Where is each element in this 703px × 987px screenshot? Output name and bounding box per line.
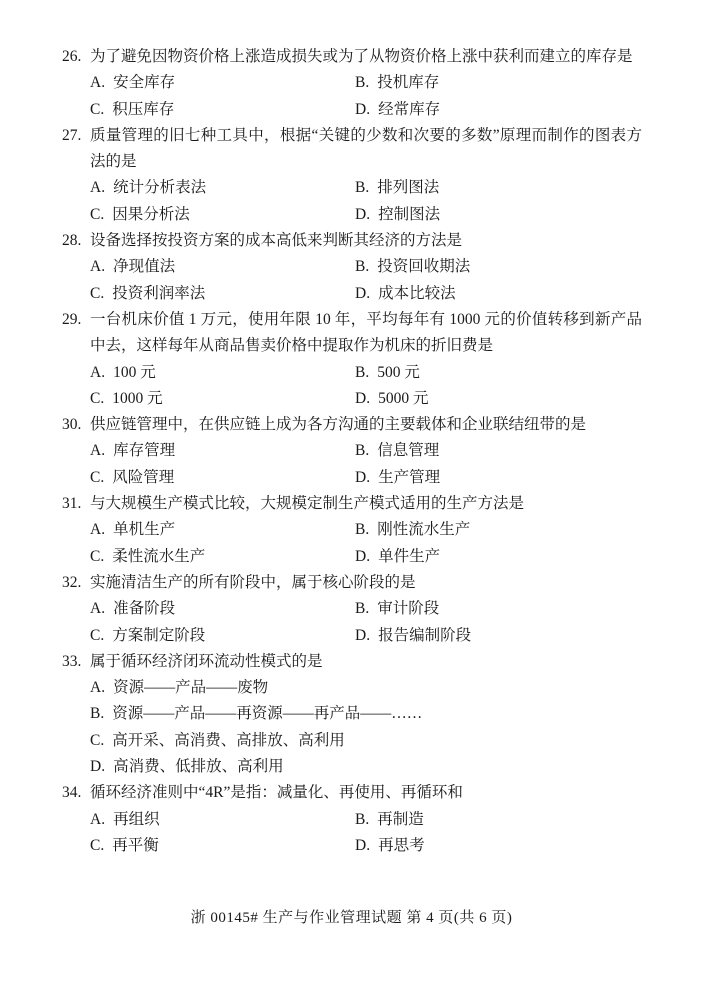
option-d	[355, 202, 642, 228]
options-grid	[90, 254, 642, 307]
option-text: 积压库存	[112, 100, 175, 118]
option-text: 统计分析表法	[113, 179, 207, 197]
question-number: 30.	[62, 416, 82, 434]
option-a	[90, 70, 355, 96]
option-b	[355, 517, 642, 543]
option-c	[90, 544, 355, 570]
option-label: B.	[355, 810, 370, 828]
option-label: B.	[355, 600, 370, 618]
option-c	[90, 833, 355, 859]
question-34	[62, 780, 648, 859]
option-b	[355, 175, 642, 201]
option-label: A.	[90, 258, 106, 276]
option-d	[355, 544, 642, 570]
exam-page-content	[62, 44, 648, 859]
option-text: 单机生产	[113, 521, 176, 539]
option-label: A.	[90, 679, 106, 697]
option-label: D.	[355, 284, 371, 302]
option-text: 库存管理	[113, 442, 176, 460]
options-list	[90, 675, 642, 780]
question-text: 为了避免因物资价格上涨造成损失或为了从物资价格上涨中获利而建立的库存是	[90, 48, 633, 65]
options-grid	[90, 596, 642, 649]
option-label: B.	[355, 74, 370, 92]
option-label: B.	[355, 521, 370, 539]
option-label: C.	[90, 100, 105, 118]
option-text: 因果分析法	[112, 205, 190, 223]
option-d	[355, 97, 642, 123]
option-label: A.	[90, 521, 106, 539]
option-text: 100 元	[113, 363, 156, 381]
question-27	[62, 123, 648, 228]
option-d	[355, 833, 642, 859]
option-b	[355, 254, 642, 280]
option-label: C.	[90, 468, 105, 486]
option-label: D.	[355, 100, 371, 118]
options-grid	[90, 438, 642, 491]
option-text: 500 元	[377, 363, 420, 381]
question-text: 一台机床价值 1 万元，使用年限 10 年，平均每年有 1000 元的价值转移到新产品中去，这样每年从商品售卖价格中提取作为机床的折旧费是	[90, 310, 642, 355]
option-d	[355, 386, 642, 412]
option-text: 报告编制阶段	[378, 626, 472, 644]
option-label: B.	[355, 442, 370, 460]
option-label: D.	[355, 389, 371, 407]
question-text: 设备选择按投资方案的成本高低来判断其经济的方法是	[90, 232, 463, 250]
option-text: 高开采、高消费、高排放、高利用	[112, 731, 345, 749]
question-33	[62, 649, 648, 780]
option-a	[90, 254, 355, 280]
question-30	[62, 412, 648, 491]
option-text: 单件生产	[378, 547, 441, 565]
option-label: B.	[355, 363, 370, 381]
option-label: D.	[90, 758, 106, 776]
option-label: C.	[90, 836, 105, 854]
option-text: 排列图法	[377, 179, 440, 197]
option-label: C.	[90, 731, 105, 749]
option-text: 投资回收期法	[377, 258, 471, 276]
option-b	[355, 596, 642, 622]
question-text: 供应链管理中，在供应链上成为各方沟通的主要载体和企业联结纽带的是	[90, 416, 587, 434]
option-c	[90, 281, 355, 307]
option-c	[90, 202, 355, 228]
option-text: 再组织	[113, 810, 160, 828]
option-text: 准备阶段	[113, 600, 176, 618]
options-grid	[90, 517, 642, 570]
option-label: A.	[90, 600, 106, 618]
option-c	[90, 623, 355, 649]
option-text: 方案制定阶段	[112, 626, 206, 644]
option-label: D.	[355, 626, 371, 644]
option-label: C.	[90, 547, 105, 565]
option-text: 安全库存	[113, 74, 176, 92]
question-text: 质量管理的旧七种工具中，根据“关键的少数和次要的多数”原理而制作的图表方法的是	[90, 126, 642, 171]
option-a	[90, 438, 355, 464]
option-b	[355, 360, 642, 386]
option-text: 生产管理	[378, 468, 441, 486]
option-a	[90, 675, 642, 701]
question-number: 34.	[62, 784, 82, 802]
option-text: 资源——产品——再资源——再产品——……	[112, 705, 423, 723]
question-32	[62, 570, 648, 649]
option-label: D.	[355, 836, 371, 854]
option-label: A.	[90, 363, 106, 381]
option-a	[90, 360, 355, 386]
option-text: 成本比较法	[378, 284, 456, 302]
question-number: 26.	[62, 48, 82, 65]
question-28	[62, 228, 648, 307]
option-label: A.	[90, 179, 106, 197]
option-a	[90, 517, 355, 543]
options-grid	[90, 360, 642, 413]
options-grid	[90, 175, 642, 228]
option-b	[355, 438, 642, 464]
option-text: 信息管理	[377, 442, 440, 460]
option-label: C.	[90, 626, 105, 644]
option-label: C.	[90, 205, 105, 223]
option-text: 再平衡	[112, 836, 159, 854]
option-text: 净现值法	[113, 258, 176, 276]
option-label: A.	[90, 442, 106, 460]
question-text: 循环经济准则中“4R”是指：减量化、再使用、再循环和	[90, 784, 463, 802]
page-footer: 浙 00145# 生产与作业管理试题 第 4 页(共 6 页)	[190, 910, 513, 926]
option-text: 刚性流水生产	[377, 521, 471, 539]
option-text: 再制造	[377, 810, 424, 828]
option-b	[355, 807, 642, 833]
option-c	[90, 728, 642, 754]
option-c	[90, 386, 355, 412]
question-number: 29.	[62, 310, 82, 328]
option-text: 高消费、低排放、高利用	[113, 758, 284, 776]
option-label: C.	[90, 389, 105, 407]
question-number: 28.	[62, 232, 82, 250]
question-text: 属于循环经济闭环流动性模式的是	[90, 652, 323, 670]
question-number: 32.	[62, 573, 82, 591]
question-26	[62, 44, 648, 123]
option-label: B.	[355, 179, 370, 197]
option-text: 资源——产品——废物	[113, 679, 269, 697]
option-c	[90, 97, 355, 123]
option-text: 经常库存	[378, 100, 441, 118]
question-number: 33.	[62, 652, 82, 670]
option-a	[90, 807, 355, 833]
question-29	[62, 307, 648, 412]
options-grid	[90, 807, 642, 860]
option-d	[90, 754, 642, 780]
option-text: 审计阶段	[377, 600, 440, 618]
option-label: A.	[90, 810, 106, 828]
question-number: 31.	[62, 495, 82, 513]
option-c	[90, 465, 355, 491]
option-label: A.	[90, 74, 106, 92]
option-text: 再思考	[378, 836, 425, 854]
option-d	[355, 623, 642, 649]
option-label: B.	[90, 705, 105, 723]
option-d	[355, 465, 642, 491]
option-b	[355, 70, 642, 96]
option-a	[90, 596, 355, 622]
option-text: 风险管理	[112, 468, 175, 486]
options-grid	[90, 70, 642, 123]
question-text: 实施清洁生产的所有阶段中，属于核心阶段的是	[90, 573, 416, 591]
option-label: D.	[355, 468, 371, 486]
option-text: 控制图法	[378, 205, 441, 223]
option-text: 5000 元	[378, 389, 429, 407]
option-label: B.	[355, 258, 370, 276]
option-text: 1000 元	[112, 389, 163, 407]
question-text: 与大规模生产模式比较，大规模定制生产模式适用的生产方法是	[90, 495, 525, 513]
option-text: 投机库存	[377, 74, 440, 92]
option-label: C.	[90, 284, 105, 302]
option-label: D.	[355, 547, 371, 565]
option-d	[355, 281, 642, 307]
option-text: 柔性流水生产	[112, 547, 206, 565]
question-31	[62, 491, 648, 570]
question-number: 27.	[62, 126, 82, 144]
option-b	[90, 701, 642, 727]
option-label: D.	[355, 205, 371, 223]
option-a	[90, 175, 355, 201]
option-text: 投资利润率法	[112, 284, 206, 302]
